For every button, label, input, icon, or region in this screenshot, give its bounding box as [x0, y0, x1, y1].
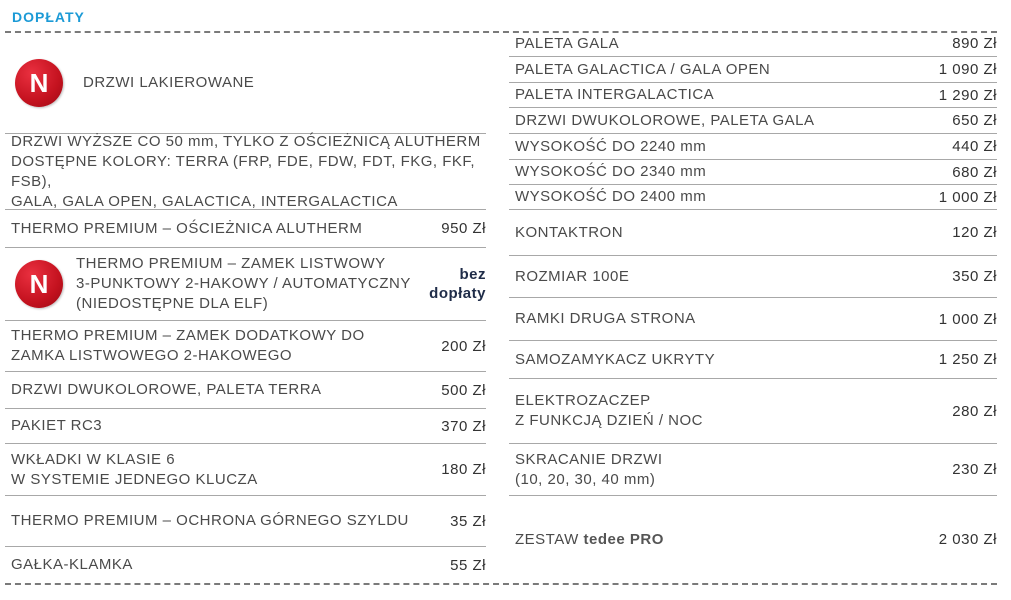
row-price: 180 Zł	[441, 461, 486, 478]
table-row	[5, 321, 486, 372]
table-row	[509, 298, 997, 341]
row-label-line-1: SKRACANIE DRZWI	[515, 450, 663, 468]
new-badge-icon: N	[15, 59, 63, 107]
row-label-line-2: W SYSTEMIE JEDNEGO KLUCZA	[11, 470, 258, 488]
row-price: 440 Zł	[952, 138, 997, 155]
row-label-line-2: (10, 20, 30, 40 mm)	[515, 470, 656, 488]
table-row	[509, 379, 997, 444]
row-label-line-1: THERMO PREMIUM – ZAMEK DODATKOWY DO	[11, 327, 365, 344]
row-price: 680 Zł	[952, 163, 997, 181]
right-column	[509, 0, 997, 600]
table-row	[509, 185, 997, 210]
row-label: KONTAKTRON	[515, 223, 624, 241]
row-label: PAKIET RC3	[11, 417, 103, 434]
row-label: ROZMIAR 100E	[515, 267, 630, 285]
row-label: SAMOZAMYKACZ UKRYTY	[515, 350, 716, 368]
row-label: DRZWI DWUKOLOROWE, PALETA TERRA	[11, 381, 322, 398]
wyzsze-row	[5, 134, 486, 210]
row-label: WYSOKOŚĆ DO 2240 mm	[515, 137, 707, 155]
table-row	[509, 160, 997, 185]
table-row	[5, 409, 486, 444]
row-price: 890 Zł	[952, 35, 997, 52]
row-price: 1 000 Zł	[938, 310, 997, 328]
row-price: 120 Zł	[952, 224, 997, 241]
tedee-brand: tedee PRO	[583, 530, 664, 548]
table-row	[509, 496, 997, 583]
table-row	[5, 210, 486, 248]
row-price: 55 Zł	[450, 556, 486, 574]
row-label-line-2: Z FUNKCJĄ DZIEŃ / NOC	[515, 412, 704, 429]
table-row	[509, 256, 997, 298]
row-price: 950 Zł	[441, 220, 486, 237]
row-price: 500 Zł	[441, 381, 486, 399]
table-row	[5, 547, 486, 583]
row-price: 1 290 Zł	[938, 86, 997, 104]
row-price: 650 Zł	[952, 112, 997, 129]
row-price: bez dopłaty	[429, 266, 486, 302]
table-row	[509, 341, 997, 379]
row-label-line-3: (NIEDOSTĘPNE DLA ELF)	[76, 295, 269, 312]
row-label: PALETA GALACTICA / GALA OPEN	[515, 60, 771, 78]
table-row	[5, 372, 486, 409]
table-row	[509, 83, 997, 108]
new-badge-icon: N	[15, 260, 63, 308]
row-label-line-2: ZAMKA LISTWOWEGO 2-HAKOWEGO	[11, 347, 293, 364]
row-label-line-1: THERMO PREMIUM – ZAMEK LISTWOWY	[76, 255, 386, 272]
table-row	[509, 444, 997, 496]
table-row	[509, 134, 997, 160]
row-label: THERMO PREMIUM – OCHRONA GÓRNEGO SZYLDU	[11, 512, 409, 529]
lakierowane-row	[5, 33, 486, 134]
row-price: 200 Zł	[441, 337, 486, 355]
row-price: 2 030 Zł	[938, 531, 997, 548]
table-row	[509, 31, 997, 57]
table-row	[509, 108, 997, 134]
row-label: THERMO PREMIUM – OŚCIEŻNICA ALUTHERM	[11, 219, 363, 237]
row-label-line-1: WKŁADKI W KLASIE 6	[11, 450, 176, 468]
row-price: 230 Zł	[952, 461, 997, 478]
row-label: WYSOKOŚĆ DO 2340 mm	[515, 163, 707, 180]
table-row	[5, 496, 486, 547]
wyzsze-line-2: DOSTĘPNE KOLORY: TERRA (FRP, FDE, FDW, FDT, FKG, FKF, FSB),	[11, 152, 476, 190]
row-price: 370 Zł	[441, 417, 486, 435]
row-price: 350 Zł	[952, 268, 997, 285]
row-label: WYSOKOŚĆ DO 2400 mm	[515, 188, 707, 205]
table-row	[5, 444, 486, 496]
row-price: 1 250 Zł	[938, 351, 997, 368]
row-label: DRZWI DWUKOLOROWE, PALETA GALA	[515, 111, 815, 129]
table-row	[509, 210, 997, 256]
row-price: 1 090 Zł	[938, 61, 997, 78]
table-row	[509, 57, 997, 83]
row-label: GAŁKA-KLAMKA	[11, 556, 133, 573]
row-label: PALETA INTERGALACTICA	[515, 86, 715, 103]
row-label-line-2: 3-PUNKTOWY 2-HAKOWY / AUTOMATYCZNY	[76, 275, 411, 292]
section-title: DOPŁATY	[12, 9, 85, 25]
row-label: PALETA GALA	[515, 34, 620, 52]
row-label: RAMKI DRUGA STRONA	[515, 310, 696, 327]
wyzsze-line-3: GALA, GALA OPEN, GALACTICA, INTERGALACTICA	[11, 192, 398, 210]
table-row	[5, 248, 486, 321]
left-column	[5, 0, 486, 600]
row-label	[509, 530, 939, 550]
zestaw-prefix: ZESTAW	[515, 530, 579, 548]
row-price: 35 Zł	[450, 512, 486, 530]
row-price: 280 Zł	[952, 402, 997, 420]
lakierowane-label: DRZWI LAKIEROWANE	[83, 74, 255, 91]
wyzsze-line-1: DRZWI WYŻSZE CO 50 mm, TYLKO Z OŚCIEŻNICĄ ALUTHERM	[11, 132, 481, 150]
row-price: 1 000 Zł	[938, 188, 997, 206]
row-label-line-1: ELEKTROZACZEP	[515, 392, 651, 409]
